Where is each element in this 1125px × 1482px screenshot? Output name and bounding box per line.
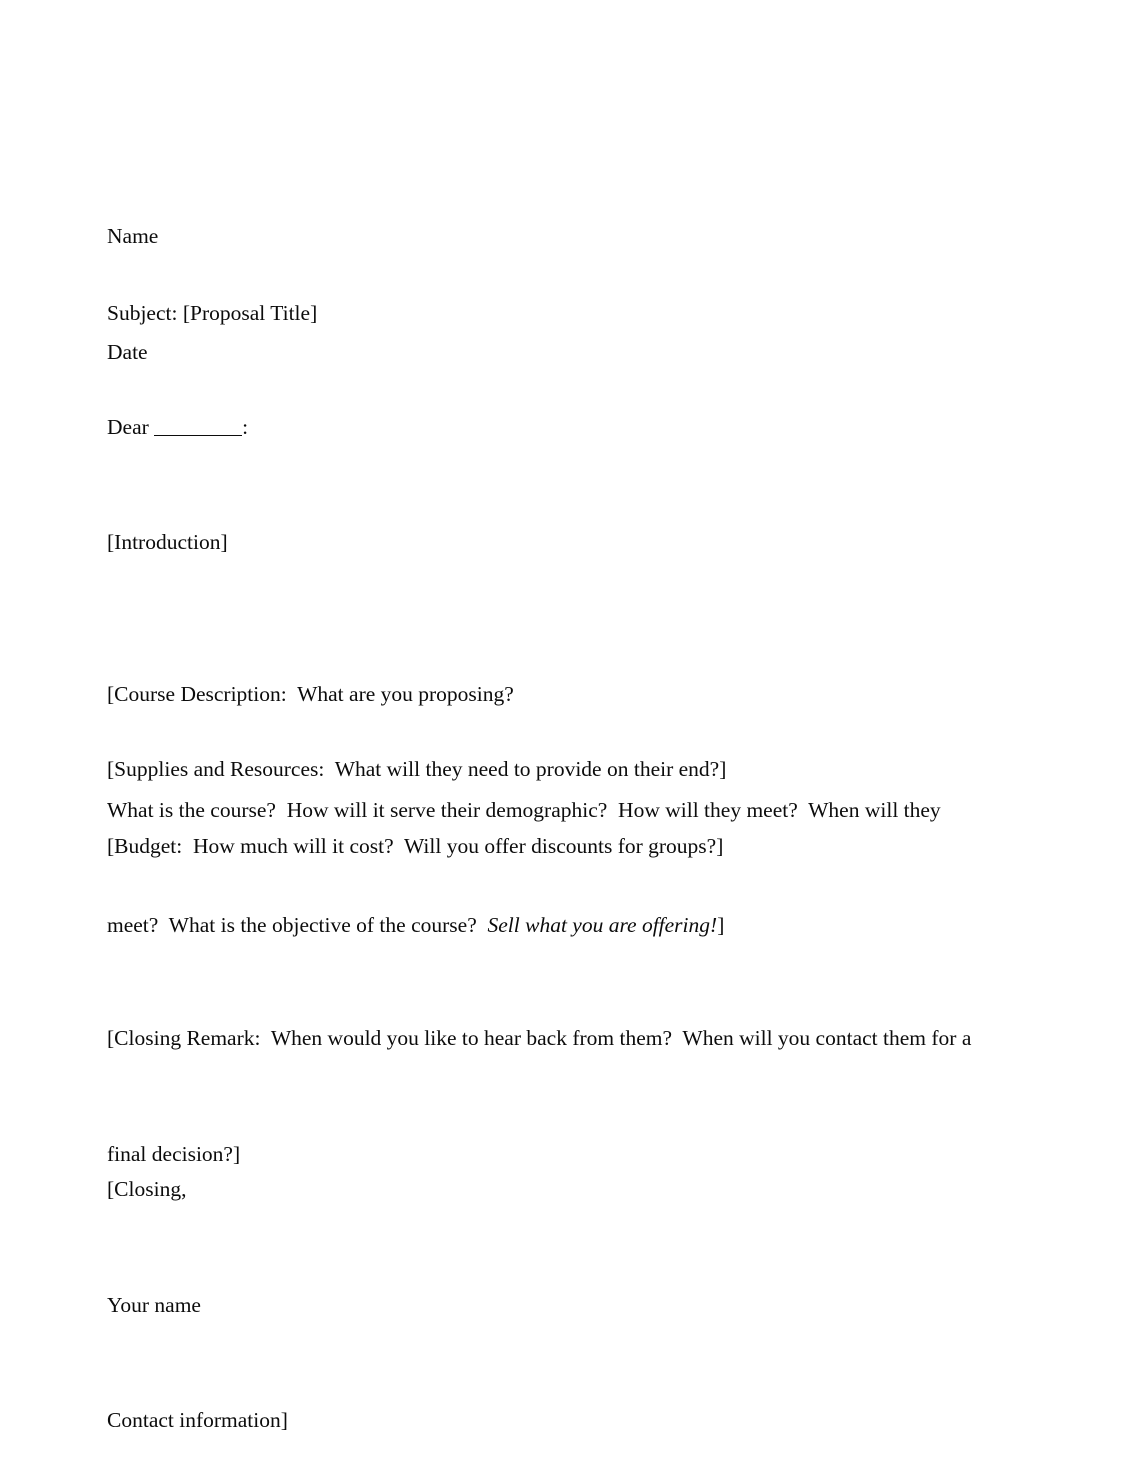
budget-paragraph: [Budget: How much will it cost? Will you offer discounts for groups?]: [107, 834, 724, 858]
contact-information-placeholder: Contact information]: [107, 1408, 288, 1432]
sell-emphasis-text: Sell what you are offering!: [487, 913, 718, 937]
course-description-line3: [107, 906, 1025, 945]
sender-name-placeholder: Name: [107, 224, 159, 248]
your-name-placeholder: Your name: [107, 1292, 201, 1317]
salutation-prefix: Dear: [107, 415, 155, 439]
course-description-line3-text: meet? What is the objective of the course?: [107, 913, 488, 937]
supplies-resources-paragraph: [Supplies and Resources: What will they need to provide on their end?]: [107, 757, 727, 781]
course-description-line2: What is the course? How will it serve their demographic? How will they meet? When will they: [107, 797, 941, 822]
course-description-line1: [Course Description: What are you proposing?: [107, 682, 514, 706]
closing-remark-line2: final decision?]: [107, 1141, 241, 1166]
closing-placeholder: [Closing,: [107, 1177, 187, 1201]
signature-block: [107, 1093, 1025, 1482]
introduction-placeholder: [Introduction]: [107, 530, 228, 554]
date-placeholder: Date: [107, 339, 148, 364]
subject-line: Subject: [Proposal Title]: [107, 301, 318, 325]
salutation-line: [107, 408, 1025, 447]
recipient-name-blank: [154, 414, 242, 437]
closing-remark-line1: [Closing Remark: When would you like to hear back from them? When will you contact them for a: [107, 1026, 972, 1050]
salutation-suffix: :: [242, 415, 249, 439]
course-description-close-bracket: ]: [717, 913, 725, 937]
